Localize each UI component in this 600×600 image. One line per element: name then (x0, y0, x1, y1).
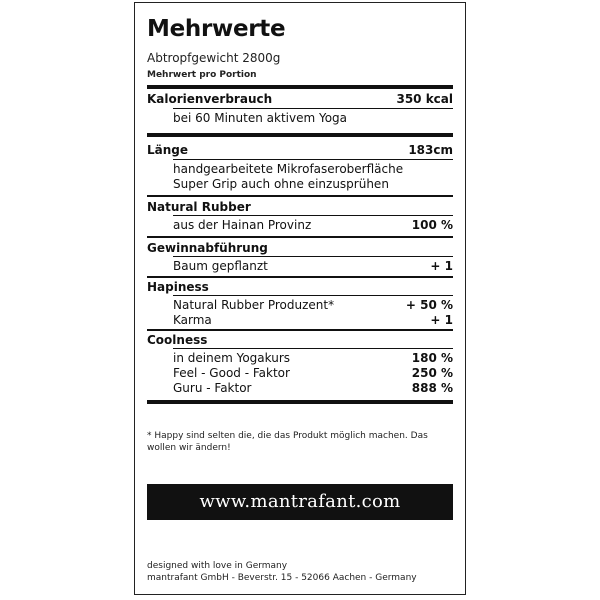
divider-thick (147, 85, 453, 89)
portion-note: Mehrwert pro Portion (147, 70, 257, 80)
kalorien-detail: bei 60 Minuten aktivem Yoga (173, 111, 348, 125)
rubber-label: Natural Rubber (147, 200, 251, 214)
rubber-value: 100 % (411, 218, 453, 232)
divider-medium (147, 195, 453, 197)
label-title: Mehrwerte (147, 16, 286, 42)
credit-line-1: designed with love in Germany (147, 561, 288, 571)
hapiness-value-2: + 1 (430, 313, 453, 327)
coolness-detail-row-3 (173, 381, 453, 395)
hapiness-label: Hapiness (147, 280, 209, 294)
gewinn-detail-row (173, 259, 453, 273)
divider-medium (147, 329, 453, 331)
laenge-detail-2: Super Grip auch ohne einzusprühen (173, 177, 389, 191)
coolness-label: Coolness (147, 333, 208, 347)
coolness-value-1: 180 % (411, 351, 453, 365)
hapiness-detail-row-2 (173, 313, 453, 327)
divider-medium (147, 236, 453, 238)
rubber-detail-row (173, 218, 453, 232)
nutrition-label (134, 2, 466, 595)
divider-thick (147, 133, 453, 137)
credit-block (147, 560, 417, 584)
divider-medium (147, 276, 453, 278)
divider-sub (173, 295, 453, 296)
laenge-value: 183cm (408, 143, 453, 157)
coolness-detail-row-2 (173, 366, 453, 380)
footnote: * Happy sind selten die, die das Produkt möglich machen. Das wollen wir ändern! (147, 431, 428, 453)
website-banner: www.mantrafant.com (147, 484, 453, 520)
laenge-label: Länge (147, 143, 189, 157)
kalorien-value: 350 kcal (396, 92, 453, 106)
gewinn-label: Gewinnabführung (147, 241, 268, 255)
divider-sub (173, 159, 453, 160)
hapiness-detail-row-1 (173, 298, 453, 312)
gewinn-value: + 1 (430, 259, 453, 273)
coolness-value-3: 888 % (411, 381, 453, 395)
hapiness-detail-2: Karma (173, 313, 212, 327)
coolness-detail-row-1 (173, 351, 453, 365)
hapiness-detail-1: Natural Rubber Produzent* (173, 298, 335, 312)
coolness-detail-2: Feel - Good - Faktor (173, 366, 290, 380)
laenge-detail-1: handgearbeitete Mikrofaseroberfläche (173, 162, 404, 176)
credit-line-2: mantrafant GmbH - Beverstr. 15 - 52066 Aachen - Germany (147, 573, 417, 583)
divider-thick (147, 400, 453, 404)
gewinn-detail: Baum gepflanzt (173, 259, 268, 273)
coolness-detail-1: in deinem Yogakurs (173, 351, 290, 365)
divider-sub (173, 108, 453, 109)
label-subtitle: Abtropfgewicht 2800g (147, 51, 281, 65)
divider-sub (173, 215, 453, 216)
coolness-detail-3: Guru - Faktor (173, 381, 252, 395)
divider-sub (173, 256, 453, 257)
kalorien-label: Kalorienverbrauch (147, 92, 273, 106)
hapiness-value-1: + 50 % (405, 298, 453, 312)
rubber-detail: aus der Hainan Provinz (173, 218, 312, 232)
coolness-value-2: 250 % (411, 366, 453, 380)
divider-sub (173, 348, 453, 349)
